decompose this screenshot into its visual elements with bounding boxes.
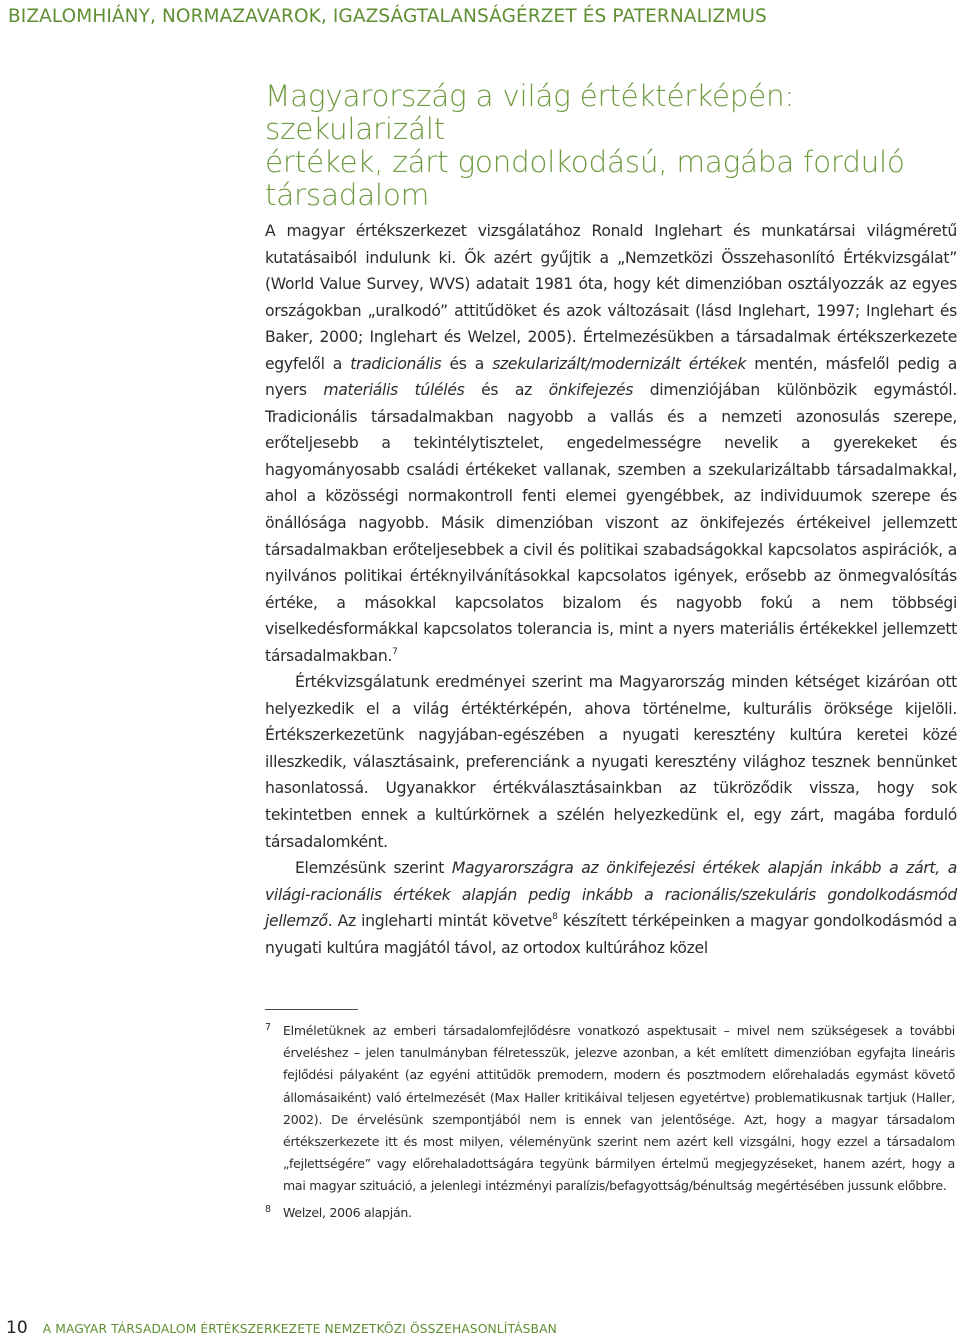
paragraph-1-text-b: és a xyxy=(441,354,493,373)
footnotes xyxy=(265,1020,955,1224)
paragraph-1-text-a: A magyar értékszerkezet vizsgálatához Ronald Inglehart és munkatársai világméretű kutatásaiból indulunk ki. Ők azért gyűjtik a „Nemzetközi Összehasonlító Értékvizsgálat” (World Value Survey, WVS) adatait 1981 óta, hogy két dimenzióban osztályozzák az egyes országokban „uralkodó” attitűdöket és azok változásait (lásd Inglehart, 1997; Inglehart és Baker, 2000; Inglehart és Welzel, 2005). Értelmezésükben a társadalmak értékszerkezete egyfelől a xyxy=(265,222,957,373)
paragraph-1-text-e: dimenziójában különbözik egymástól. Tradicionális társadalmakban nagyobb a vallás és a nemzeti azonosulás szerepe, erőteljesebb a tekintélytisztelet, engedelmességre nevelik a gyerekeket és hagyományosabb családi értékeket vallanak, szemben a szekularizáltabb társadalmakkal, ahol a közösségi normakontroll fenti elemei gyengébbek, az individuumok szerepe és önállósága nagyobb. Másik dimenzióban viszont az önkifejezés értékeivel jellemzett társadalmakban erőteljesebbek a civil és politikai szabadságokkal kapcsolatos aspirációk, a nyilvános politikai értéknyilvánításokkal kapcsolatos igények, erősebb az önmegvalósítás értéke, a másokkal kapcsolatos bizalom és nagyobb fokú a nem többségi viselkedésformákkal kapcsolatos tolerancia is, mint a nyers materiális értékekkel jellemzett társadalmakban. xyxy=(265,381,957,665)
page-number: 10 xyxy=(6,1318,28,1338)
footer-title: A MAGYAR TÁRSADALOM ÉRTÉKSZERKEZETE NEMZETKÖZI ÖSSZEHASONLÍTÁSBAN xyxy=(42,1322,557,1336)
paragraph-1-text-d: és az xyxy=(464,381,549,400)
footnote-ref-8[interactable]: 8 xyxy=(552,912,558,923)
term-material-survival: materiális túlélés xyxy=(323,381,465,400)
paragraph-1 xyxy=(265,218,957,669)
term-self-expression: önkifejezés xyxy=(548,381,634,400)
footnote-number: 7 xyxy=(265,1022,271,1033)
page-footer xyxy=(6,1318,557,1338)
footnote-text: Elméletüknek az emberi társadalomfejlődésre vonatkozó aspektusait – mivel nem szükségesek a további érveléshez – jelen tanulmányban félretesszük, jelezve azonban, a két említett dimenzióban egyfajta lineáris fejlődési pályaként (az egyéni attitűdök premodern, modern és posztmodern előrehaladás egymást követő állomásaiként) való értelmezését (Max Haller kritikáival teljesen egyetértve) problematikusnak tartjuk (Haller, 2002). De érvelésünk szempontjából nem is ennek van jelentősége. Azt, hogy a magyar társadalom értékszerkezete itt és most milyen, véleményünk szerint nem azért kell vizsgálni, hogy ezzel a társadalom „fejlettségére” vagy előrehaladottságára tegyünk bármilyen értelmű megjegyzéseket, hanem azért, hogy a mai magyar szituáció, a jelenlegi intézményi paralízis/befagyottság/bénultság megértésében jussunk előbbre. xyxy=(283,1023,955,1194)
article-body xyxy=(265,218,957,961)
paragraph-3-emphasis: Magyarországra az önkifejezési értékek alapján inkább a zárt, a világi-racionális értékek alapján pedig inkább a racionális/szekuláris gondolkodásmód jellemző xyxy=(265,859,957,931)
footnote-text: Welzel, 2006 alapján. xyxy=(283,1204,412,1220)
footnote-7 xyxy=(265,1020,955,1198)
footnote-ref-7[interactable]: 7 xyxy=(392,646,398,657)
term-traditional: tradicionális xyxy=(350,354,442,373)
running-head: BIZALOMHIÁNY, NORMAZAVAROK, IGAZSÁGTALANSÁGÉRZET ÉS PATERNALIZMUS xyxy=(8,6,767,27)
paragraph-1-text-c: mentén, másfelől pedig a nyers xyxy=(265,354,957,400)
paragraph-3-text-b: . Az ingleharti mintát követve xyxy=(327,912,553,931)
article-title: Magyarország a világ értéktérképén: szekularizált értékek, zárt gondolkodású, magába forduló társadalom xyxy=(265,79,905,212)
footnote-divider xyxy=(265,1009,358,1010)
paragraph-3-text-a: Elemzésünk szerint xyxy=(295,859,452,878)
footnote-number: 8 xyxy=(265,1203,271,1215)
paragraph-3-text-c: készített térképeinken a magyar gondolkodásmód a nyugati kultúra magjától távol, az ortodox kultúrához közel xyxy=(265,912,957,957)
paragraph-2: Értékvizsgálatunk eredményei szerint ma Magyarország minden kétséget kizáróan ott helyezkedik el a világ értéktérképén, ahova történelme, kulturális öröksége kijelöli. Értékszerkezetünk nagyjában-egészében a nyugati keresztény kultúra keretei közé illeszkedik, választásaink, preferenciánk a nyugati keresztény világhoz tesznek bennünket hasonlatossá. Ugyanakkor értékválasztásainkban az tükröződik vissza, hogy sok tekintetben ennek a kultúrkörnek a szélén helyezkedünk el, egy zárt, magába forduló társadalomként. xyxy=(265,673,957,851)
paragraph-3 xyxy=(265,855,957,961)
term-secular-values: szekularizált/modernizált értékek xyxy=(492,354,747,373)
footnote-8 xyxy=(265,1202,955,1224)
